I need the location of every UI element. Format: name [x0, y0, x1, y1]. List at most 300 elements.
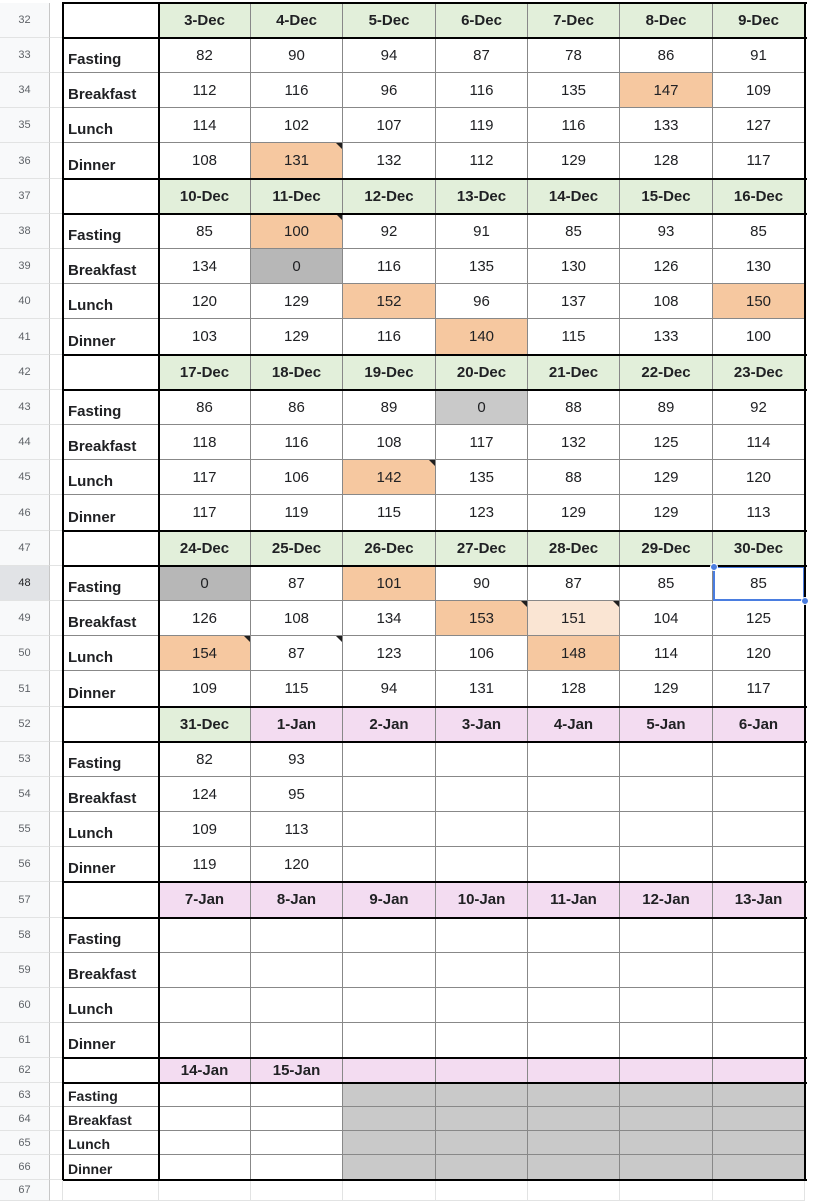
glucose-cell[interactable] — [343, 918, 436, 953]
glucose-cell[interactable]: 86 — [159, 390, 251, 425]
glucose-cell[interactable]: 123 — [436, 495, 528, 531]
glucose-cell[interactable]: 148 — [528, 636, 620, 671]
row-header-60[interactable]: 60 — [0, 988, 50, 1023]
glucose-cell[interactable] — [343, 1023, 436, 1058]
glucose-cell[interactable]: 116 — [343, 319, 436, 355]
meal-label-fasting[interactable]: Fasting — [63, 390, 159, 425]
glucose-cell[interactable]: 133 — [620, 108, 713, 143]
meal-label-lunch[interactable]: Lunch — [63, 460, 159, 495]
date-header-cell[interactable] — [528, 1058, 620, 1083]
date-header-cell[interactable]: 13-Jan — [713, 882, 805, 918]
meal-label-fasting[interactable]: Fasting — [63, 1083, 159, 1107]
glucose-cell[interactable]: 135 — [436, 460, 528, 495]
date-header-cell[interactable]: 28-Dec — [528, 531, 620, 566]
glucose-cell[interactable] — [528, 777, 620, 812]
glucose-cell[interactable]: 87 — [436, 38, 528, 73]
date-header-cell[interactable]: 11-Jan — [528, 882, 620, 918]
glucose-cell[interactable]: 90 — [251, 38, 343, 73]
meal-label-lunch[interactable]: Lunch — [63, 284, 159, 319]
glucose-cell[interactable]: 154 — [159, 636, 251, 671]
glucose-cell[interactable]: 94 — [343, 671, 436, 707]
glucose-cell[interactable]: 147 — [620, 73, 713, 108]
glucose-cell[interactable] — [251, 918, 343, 953]
glucose-cell[interactable]: 134 — [159, 249, 251, 284]
header-corner-cell[interactable] — [63, 882, 159, 918]
glucose-cell[interactable] — [620, 953, 713, 988]
glucose-cell[interactable]: 132 — [528, 425, 620, 460]
glucose-cell[interactable] — [713, 988, 805, 1023]
date-header-cell[interactable]: 13-Dec — [436, 179, 528, 214]
glucose-cell[interactable] — [436, 1023, 528, 1058]
glucose-cell[interactable] — [343, 953, 436, 988]
glucose-cell[interactable] — [343, 1131, 436, 1155]
glucose-cell[interactable]: 87 — [251, 636, 343, 671]
date-header-cell[interactable]: 10-Jan — [436, 882, 528, 918]
glucose-cell[interactable]: 96 — [343, 73, 436, 108]
date-header-cell[interactable]: 4-Dec — [251, 3, 343, 38]
glucose-cell[interactable] — [620, 918, 713, 953]
row-header-56[interactable]: 56 — [0, 847, 50, 882]
glucose-cell[interactable] — [63, 1180, 159, 1201]
glucose-cell[interactable]: 153 — [436, 601, 528, 636]
date-header-cell[interactable]: 4-Jan — [528, 707, 620, 742]
glucose-cell[interactable]: 137 — [528, 284, 620, 319]
glucose-cell[interactable] — [159, 953, 251, 988]
glucose-cell[interactable]: 116 — [343, 249, 436, 284]
glucose-cell[interactable]: 152 — [343, 284, 436, 319]
glucose-cell[interactable]: 135 — [528, 73, 620, 108]
row-header-44[interactable]: 44 — [0, 425, 50, 460]
glucose-cell[interactable]: 91 — [713, 38, 805, 73]
glucose-cell[interactable] — [159, 1107, 251, 1131]
glucose-cell[interactable]: 129 — [620, 671, 713, 707]
meal-label-dinner[interactable]: Dinner — [63, 1155, 159, 1180]
glucose-cell[interactable]: 119 — [251, 495, 343, 531]
glucose-cell[interactable] — [159, 1023, 251, 1058]
row-header-66[interactable]: 66 — [0, 1155, 50, 1180]
meal-label-dinner[interactable]: Dinner — [63, 143, 159, 179]
glucose-cell[interactable]: 90 — [436, 566, 528, 601]
glucose-cell[interactable] — [436, 953, 528, 988]
glucose-cell[interactable]: 85 — [528, 214, 620, 249]
glucose-cell[interactable]: 128 — [620, 143, 713, 179]
glucose-cell[interactable] — [620, 1023, 713, 1058]
glucose-cell[interactable] — [620, 742, 713, 777]
glucose-cell[interactable]: 85 — [620, 566, 713, 601]
glucose-cell[interactable]: 116 — [528, 108, 620, 143]
glucose-cell[interactable] — [159, 1155, 251, 1180]
glucose-cell[interactable] — [713, 1083, 805, 1107]
glucose-cell[interactable]: 120 — [159, 284, 251, 319]
glucose-cell[interactable] — [251, 1131, 343, 1155]
meal-label-breakfast[interactable]: Breakfast — [63, 953, 159, 988]
glucose-cell[interactable] — [620, 1107, 713, 1131]
row-header-50[interactable]: 50 — [0, 636, 50, 671]
glucose-cell[interactable] — [713, 812, 805, 847]
glucose-cell[interactable]: 86 — [620, 38, 713, 73]
meal-label-dinner[interactable]: Dinner — [63, 1023, 159, 1058]
glucose-cell[interactable] — [528, 953, 620, 988]
meal-label-breakfast[interactable]: Breakfast — [63, 777, 159, 812]
glucose-cell[interactable] — [159, 1083, 251, 1107]
selection-handle[interactable] — [801, 597, 809, 605]
glucose-cell[interactable] — [436, 1083, 528, 1107]
glucose-cell[interactable]: 129 — [528, 143, 620, 179]
glucose-cell[interactable]: 151 — [528, 601, 620, 636]
glucose-cell[interactable]: 132 — [343, 143, 436, 179]
glucose-cell[interactable]: 114 — [159, 108, 251, 143]
meal-label-lunch[interactable]: Lunch — [63, 1131, 159, 1155]
glucose-cell[interactable]: 119 — [159, 847, 251, 882]
glucose-cell[interactable]: 87 — [528, 566, 620, 601]
header-corner-cell[interactable] — [63, 179, 159, 214]
glucose-cell[interactable]: 93 — [251, 742, 343, 777]
glucose-cell[interactable] — [528, 847, 620, 882]
glucose-cell[interactable]: 125 — [713, 601, 805, 636]
glucose-cell[interactable] — [343, 1107, 436, 1131]
date-header-cell[interactable] — [620, 1058, 713, 1083]
glucose-cell[interactable]: 123 — [343, 636, 436, 671]
date-header-cell[interactable]: 6-Dec — [436, 3, 528, 38]
glucose-cell[interactable]: 150 — [713, 284, 805, 319]
glucose-cell[interactable]: 93 — [620, 214, 713, 249]
glucose-cell[interactable]: 92 — [343, 214, 436, 249]
row-header-57[interactable]: 57 — [0, 882, 50, 918]
glucose-cell[interactable]: 142 — [343, 460, 436, 495]
row-header-54[interactable]: 54 — [0, 777, 50, 812]
glucose-cell[interactable]: 102 — [251, 108, 343, 143]
glucose-cell[interactable] — [159, 1131, 251, 1155]
row-header-45[interactable]: 45 — [0, 460, 50, 495]
glucose-cell[interactable]: 120 — [713, 460, 805, 495]
glucose-cell[interactable]: 0 — [251, 249, 343, 284]
meal-label-fasting[interactable]: Fasting — [63, 38, 159, 73]
meal-label-fasting[interactable]: Fasting — [63, 566, 159, 601]
date-header-cell[interactable]: 15-Dec — [620, 179, 713, 214]
glucose-cell[interactable] — [251, 1180, 343, 1201]
date-header-cell[interactable]: 29-Dec — [620, 531, 713, 566]
glucose-cell[interactable] — [343, 777, 436, 812]
glucose-cell[interactable]: 85 — [159, 214, 251, 249]
row-header-47[interactable]: 47 — [0, 531, 50, 566]
glucose-cell[interactable]: 127 — [713, 108, 805, 143]
glucose-cell[interactable] — [528, 742, 620, 777]
date-header-cell[interactable]: 17-Dec — [159, 355, 251, 390]
date-header-cell[interactable]: 27-Dec — [436, 531, 528, 566]
glucose-cell[interactable]: 106 — [436, 636, 528, 671]
date-header-cell[interactable]: 12-Jan — [620, 882, 713, 918]
glucose-cell[interactable]: 114 — [713, 425, 805, 460]
row-header-53[interactable]: 53 — [0, 742, 50, 777]
date-header-cell[interactable]: 1-Jan — [251, 707, 343, 742]
glucose-cell[interactable]: 116 — [251, 73, 343, 108]
glucose-cell[interactable]: 101 — [343, 566, 436, 601]
meal-label-fasting[interactable]: Fasting — [63, 918, 159, 953]
glucose-cell[interactable]: 131 — [251, 143, 343, 179]
date-header-cell[interactable]: 9-Dec — [713, 3, 805, 38]
meal-label-lunch[interactable]: Lunch — [63, 108, 159, 143]
glucose-cell[interactable] — [713, 953, 805, 988]
glucose-cell[interactable]: 108 — [251, 601, 343, 636]
date-header-cell[interactable]: 6-Jan — [713, 707, 805, 742]
glucose-cell[interactable]: 129 — [528, 495, 620, 531]
glucose-cell[interactable] — [343, 1155, 436, 1180]
glucose-cell[interactable] — [251, 1155, 343, 1180]
glucose-cell[interactable]: 113 — [713, 495, 805, 531]
glucose-cell[interactable] — [713, 1155, 805, 1180]
date-header-cell[interactable]: 3-Dec — [159, 3, 251, 38]
glucose-cell[interactable] — [528, 1155, 620, 1180]
glucose-cell[interactable] — [528, 1023, 620, 1058]
row-header-63[interactable]: 63 — [0, 1083, 50, 1107]
glucose-cell[interactable]: 120 — [713, 636, 805, 671]
date-header-cell[interactable]: 19-Dec — [343, 355, 436, 390]
glucose-cell[interactable]: 89 — [343, 390, 436, 425]
glucose-cell[interactable] — [436, 1131, 528, 1155]
glucose-cell[interactable] — [528, 918, 620, 953]
glucose-cell[interactable]: 87 — [251, 566, 343, 601]
glucose-cell[interactable] — [436, 777, 528, 812]
row-header-38[interactable]: 38 — [0, 214, 50, 249]
active-cell[interactable]: 85 — [713, 566, 805, 601]
glucose-cell[interactable] — [528, 988, 620, 1023]
glucose-cell[interactable] — [343, 1180, 436, 1201]
row-header-65[interactable]: 65 — [0, 1131, 50, 1155]
glucose-cell[interactable] — [528, 1180, 620, 1201]
header-corner-cell[interactable] — [63, 1058, 159, 1083]
glucose-cell[interactable] — [343, 847, 436, 882]
row-header-62[interactable]: 62 — [0, 1058, 50, 1083]
date-header-cell[interactable]: 7-Dec — [528, 3, 620, 38]
glucose-cell[interactable]: 124 — [159, 777, 251, 812]
glucose-cell[interactable]: 108 — [159, 143, 251, 179]
date-header-cell[interactable]: 25-Dec — [251, 531, 343, 566]
row-header-34[interactable]: 34 — [0, 73, 50, 108]
header-corner-cell[interactable] — [63, 355, 159, 390]
glucose-cell[interactable]: 0 — [436, 390, 528, 425]
date-header-cell[interactable]: 14-Jan — [159, 1058, 251, 1083]
glucose-cell[interactable]: 88 — [528, 460, 620, 495]
meal-label-breakfast[interactable]: Breakfast — [63, 425, 159, 460]
date-header-cell[interactable]: 3-Jan — [436, 707, 528, 742]
glucose-cell[interactable] — [251, 1023, 343, 1058]
meal-label-breakfast[interactable]: Breakfast — [63, 601, 159, 636]
glucose-cell[interactable] — [436, 742, 528, 777]
glucose-cell[interactable]: 140 — [436, 319, 528, 355]
row-header-48[interactable]: 48 — [0, 566, 50, 601]
glucose-cell[interactable]: 130 — [528, 249, 620, 284]
date-header-cell[interactable]: 11-Dec — [251, 179, 343, 214]
date-header-cell[interactable]: 18-Dec — [251, 355, 343, 390]
date-header-cell[interactable]: 24-Dec — [159, 531, 251, 566]
row-header-51[interactable]: 51 — [0, 671, 50, 707]
glucose-cell[interactable] — [159, 1180, 251, 1201]
meal-label-dinner[interactable]: Dinner — [63, 671, 159, 707]
glucose-cell[interactable] — [620, 1083, 713, 1107]
glucose-cell[interactable] — [713, 1131, 805, 1155]
glucose-cell[interactable] — [620, 988, 713, 1023]
glucose-cell[interactable] — [436, 812, 528, 847]
glucose-cell[interactable]: 0 — [159, 566, 251, 601]
date-header-cell[interactable]: 20-Dec — [436, 355, 528, 390]
glucose-cell[interactable]: 108 — [620, 284, 713, 319]
date-header-cell[interactable]: 23-Dec — [713, 355, 805, 390]
glucose-cell[interactable] — [436, 1107, 528, 1131]
glucose-cell[interactable]: 100 — [251, 214, 343, 249]
glucose-cell[interactable] — [436, 1180, 528, 1201]
glucose-cell[interactable]: 115 — [343, 495, 436, 531]
date-header-cell[interactable]: 8-Jan — [251, 882, 343, 918]
glucose-cell[interactable]: 112 — [436, 143, 528, 179]
glucose-cell[interactable] — [620, 1155, 713, 1180]
glucose-cell[interactable]: 117 — [436, 425, 528, 460]
glucose-cell[interactable]: 125 — [620, 425, 713, 460]
glucose-cell[interactable]: 128 — [528, 671, 620, 707]
glucose-cell[interactable]: 129 — [620, 495, 713, 531]
row-header-36[interactable]: 36 — [0, 143, 50, 179]
date-header-cell[interactable]: 26-Dec — [343, 531, 436, 566]
glucose-cell[interactable] — [620, 847, 713, 882]
meal-label-lunch[interactable]: Lunch — [63, 812, 159, 847]
glucose-cell[interactable] — [343, 812, 436, 847]
glucose-cell[interactable]: 94 — [343, 38, 436, 73]
glucose-cell[interactable]: 115 — [251, 671, 343, 707]
glucose-cell[interactable] — [436, 847, 528, 882]
glucose-cell[interactable]: 129 — [620, 460, 713, 495]
glucose-cell[interactable]: 113 — [251, 812, 343, 847]
glucose-cell[interactable] — [528, 1131, 620, 1155]
row-header-61[interactable]: 61 — [0, 1023, 50, 1058]
glucose-cell[interactable]: 117 — [159, 495, 251, 531]
date-header-cell[interactable]: 16-Dec — [713, 179, 805, 214]
row-header-49[interactable]: 49 — [0, 601, 50, 636]
glucose-cell[interactable] — [251, 1107, 343, 1131]
glucose-cell[interactable] — [251, 1083, 343, 1107]
glucose-cell[interactable]: 89 — [620, 390, 713, 425]
glucose-cell[interactable] — [436, 988, 528, 1023]
glucose-cell[interactable]: 117 — [713, 671, 805, 707]
gutter-cell[interactable] — [50, 1180, 63, 1201]
row-header-43[interactable]: 43 — [0, 390, 50, 425]
glucose-cell[interactable]: 103 — [159, 319, 251, 355]
meal-label-dinner[interactable]: Dinner — [63, 319, 159, 355]
glucose-cell[interactable]: 95 — [251, 777, 343, 812]
meal-label-fasting[interactable]: Fasting — [63, 742, 159, 777]
glucose-cell[interactable] — [343, 1083, 436, 1107]
glucose-cell[interactable]: 104 — [620, 601, 713, 636]
meal-label-fasting[interactable]: Fasting — [63, 214, 159, 249]
date-header-cell[interactable]: 12-Dec — [343, 179, 436, 214]
row-header-32[interactable]: 32 — [0, 3, 50, 38]
glucose-cell[interactable] — [713, 777, 805, 812]
meal-label-lunch[interactable]: Lunch — [63, 988, 159, 1023]
row-header-67[interactable]: 67 — [0, 1180, 50, 1201]
glucose-cell[interactable] — [436, 918, 528, 953]
row-header-37[interactable]: 37 — [0, 179, 50, 214]
row-header-42[interactable]: 42 — [0, 355, 50, 390]
glucose-cell[interactable]: 120 — [251, 847, 343, 882]
meal-label-breakfast[interactable]: Breakfast — [63, 249, 159, 284]
row-header-52[interactable]: 52 — [0, 707, 50, 742]
glucose-cell[interactable] — [713, 1107, 805, 1131]
glucose-cell[interactable] — [528, 1107, 620, 1131]
glucose-cell[interactable]: 91 — [436, 214, 528, 249]
glucose-cell[interactable] — [713, 742, 805, 777]
row-header-33[interactable]: 33 — [0, 38, 50, 73]
glucose-cell[interactable]: 130 — [713, 249, 805, 284]
row-header-55[interactable]: 55 — [0, 812, 50, 847]
meal-label-breakfast[interactable]: Breakfast — [63, 1107, 159, 1131]
date-header-cell[interactable]: 7-Jan — [159, 882, 251, 918]
glucose-cell[interactable] — [713, 1023, 805, 1058]
glucose-cell[interactable] — [159, 988, 251, 1023]
glucose-cell[interactable]: 82 — [159, 38, 251, 73]
date-header-cell[interactable]: 15-Jan — [251, 1058, 343, 1083]
glucose-cell[interactable]: 131 — [436, 671, 528, 707]
glucose-cell[interactable] — [343, 988, 436, 1023]
row-header-41[interactable]: 41 — [0, 319, 50, 355]
selection-handle[interactable] — [710, 563, 718, 571]
header-corner-cell[interactable] — [63, 3, 159, 38]
glucose-cell[interactable]: 82 — [159, 742, 251, 777]
header-corner-cell[interactable] — [63, 707, 159, 742]
glucose-cell[interactable] — [620, 1180, 713, 1201]
glucose-cell[interactable] — [620, 1131, 713, 1155]
row-header-64[interactable]: 64 — [0, 1107, 50, 1131]
glucose-cell[interactable]: 116 — [436, 73, 528, 108]
glucose-cell[interactable]: 126 — [159, 601, 251, 636]
date-header-cell[interactable]: 5-Dec — [343, 3, 436, 38]
glucose-cell[interactable] — [251, 988, 343, 1023]
glucose-cell[interactable]: 109 — [713, 73, 805, 108]
glucose-cell[interactable]: 109 — [159, 671, 251, 707]
date-header-cell[interactable]: 5-Jan — [620, 707, 713, 742]
glucose-cell[interactable]: 85 — [713, 214, 805, 249]
glucose-cell[interactable]: 107 — [343, 108, 436, 143]
glucose-cell[interactable]: 135 — [436, 249, 528, 284]
meal-label-dinner[interactable]: Dinner — [63, 847, 159, 882]
date-header-cell[interactable] — [436, 1058, 528, 1083]
glucose-cell[interactable]: 100 — [713, 319, 805, 355]
glucose-cell[interactable]: 116 — [251, 425, 343, 460]
glucose-cell[interactable] — [159, 918, 251, 953]
glucose-cell[interactable]: 86 — [251, 390, 343, 425]
glucose-cell[interactable] — [251, 953, 343, 988]
date-header-cell[interactable] — [713, 1058, 805, 1083]
glucose-cell[interactable] — [528, 812, 620, 847]
meal-label-breakfast[interactable]: Breakfast — [63, 73, 159, 108]
glucose-cell[interactable]: 109 — [159, 812, 251, 847]
glucose-cell[interactable] — [620, 777, 713, 812]
glucose-cell[interactable]: 114 — [620, 636, 713, 671]
glucose-cell[interactable]: 96 — [436, 284, 528, 319]
glucose-cell[interactable]: 92 — [713, 390, 805, 425]
glucose-cell[interactable]: 133 — [620, 319, 713, 355]
date-header-cell[interactable]: 2-Jan — [343, 707, 436, 742]
glucose-cell[interactable] — [713, 918, 805, 953]
glucose-cell[interactable]: 88 — [528, 390, 620, 425]
glucose-cell[interactable]: 112 — [159, 73, 251, 108]
glucose-cell[interactable]: 115 — [528, 319, 620, 355]
header-corner-cell[interactable] — [63, 531, 159, 566]
glucose-cell[interactable]: 129 — [251, 319, 343, 355]
row-header-59[interactable]: 59 — [0, 953, 50, 988]
row-header-46[interactable]: 46 — [0, 495, 50, 531]
date-header-cell[interactable]: 22-Dec — [620, 355, 713, 390]
glucose-cell[interactable]: 119 — [436, 108, 528, 143]
date-header-cell[interactable]: 9-Jan — [343, 882, 436, 918]
row-header-40[interactable]: 40 — [0, 284, 50, 319]
